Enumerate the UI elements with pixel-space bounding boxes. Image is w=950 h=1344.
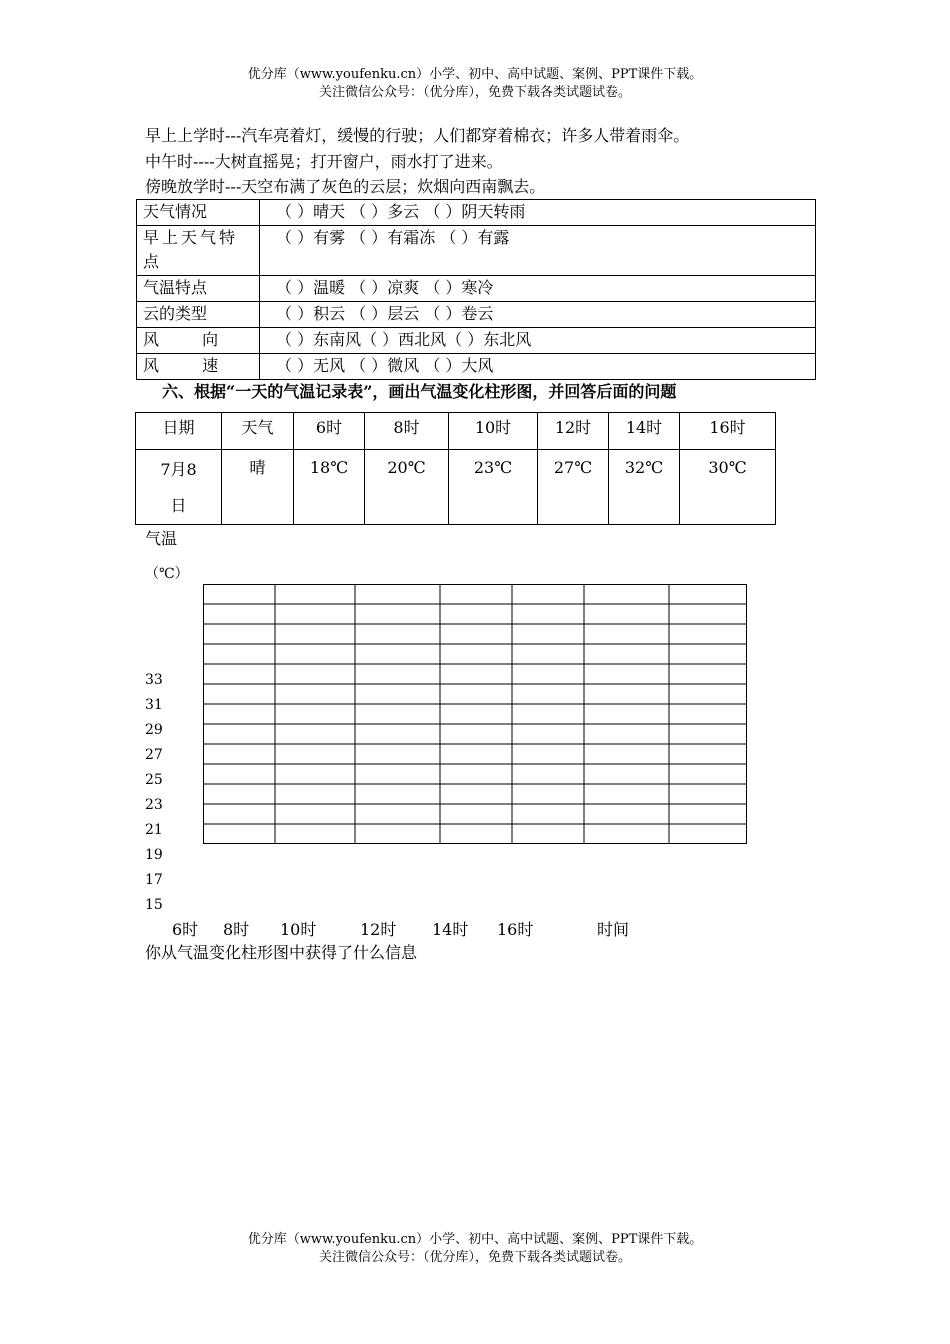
passage-evening: 傍晚放学时---天空布满了灰色的云层；炊烟向西南飘去。 — [145, 177, 546, 196]
header-cell: 8时 — [365, 413, 449, 450]
temp-cell: 27℃ — [538, 450, 609, 525]
table-row — [136, 450, 776, 525]
x-tick-label: 14时 — [432, 920, 469, 939]
y-tick-label: 25 — [145, 772, 163, 788]
weather-observation-table — [136, 199, 816, 380]
table-row — [137, 276, 816, 302]
temp-cell: 32℃ — [609, 450, 680, 525]
table-row — [137, 328, 816, 354]
y-tick-label: 33 — [145, 672, 163, 688]
y-tick-label: 31 — [145, 697, 163, 713]
row-label: 气温特点 — [137, 276, 260, 302]
row-options: （ ）东南风（ ）西北风（ ）东北风 — [260, 328, 816, 354]
header-cell: 16时 — [680, 413, 776, 450]
table-header-row — [136, 413, 776, 450]
row-label: 云的类型 — [137, 302, 260, 328]
y-tick-label: 23 — [145, 797, 163, 813]
table-row — [137, 302, 816, 328]
page-header-line2: 关注微信公众号：（优分库），免费下载各类试题试卷。 — [318, 85, 631, 100]
header-cell: 10时 — [449, 413, 538, 450]
temperature-record-table — [135, 412, 776, 525]
header-cell: 日期 — [136, 413, 222, 450]
page-header-line1: 优分库（www.youfenku.cn）小学、初中、高中试题、案例、PPT课件下载。 — [247, 67, 703, 82]
question-text: 你从气温变化柱形图中获得了什么信息 — [145, 943, 418, 962]
date-cell: 7月8日 — [136, 450, 222, 525]
x-tick-label: 10时 — [280, 920, 317, 939]
x-tick-label: 12时 — [360, 920, 397, 939]
y-tick-label: 15 — [145, 897, 163, 913]
x-tick-label: 6时 — [172, 920, 199, 939]
passage-noon: 中午时----大树直摇晃；打开窗户，雨水打了进来。 — [145, 152, 503, 171]
row-options: （ ）温暖 （ ）凉爽 （ ）寒冷 — [260, 276, 816, 302]
y-tick-label: 17 — [145, 872, 163, 888]
header-cell: 14时 — [609, 413, 680, 450]
header-cell: 6时 — [294, 413, 365, 450]
temp-cell: 23℃ — [449, 450, 538, 525]
row-options: （ ）积云 （ ）层云 （ ）卷云 — [260, 302, 816, 328]
passage-morning: 早上上学时---汽车亮着灯，缓慢的行驶；人们都穿着棉衣；许多人带着雨伞。 — [145, 126, 690, 145]
chart-ylabel: 气温 — [145, 529, 178, 548]
y-tick-label: 27 — [145, 747, 163, 763]
row-options: （ ）有雾 （ ）有霜冻 （ ）有露 — [260, 226, 816, 276]
weather-cell: 晴 — [222, 450, 294, 525]
temp-cell: 18℃ — [294, 450, 365, 525]
table-row — [137, 354, 816, 380]
section-6-title: 六、根据“一天的气温记录表”，画出气温变化柱形图，并回答后面的问题 — [162, 382, 677, 401]
x-tick-label: 16时 — [497, 920, 534, 939]
x-tick-label: 8时 — [223, 920, 250, 939]
y-tick-label: 29 — [145, 722, 163, 738]
row-label: 早上天气特点 — [137, 226, 260, 276]
table-row — [137, 200, 816, 226]
row-options: （ ）晴天 （ ）多云 （ ）阴天转雨 — [260, 200, 816, 226]
blank-chart-grid — [203, 584, 747, 844]
header-cell: 天气 — [222, 413, 294, 450]
table-row — [137, 226, 816, 276]
row-options: （ ）无风 （ ）微风 （ ）大风 — [260, 354, 816, 380]
header-cell: 12时 — [538, 413, 609, 450]
row-label: 风 速 — [137, 354, 260, 380]
y-tick-label: 19 — [145, 847, 163, 863]
chart-yunit: （℃） — [145, 566, 189, 582]
page-footer-line2: 关注微信公众号：（优分库），免费下载各类试题试卷。 — [318, 1250, 631, 1265]
y-tick-label: 21 — [145, 822, 163, 838]
page-footer-line1: 优分库（www.youfenku.cn）小学、初中、高中试题、案例、PPT课件下载。 — [247, 1232, 703, 1247]
row-label: 天气情况 — [137, 200, 260, 226]
temp-cell: 30℃ — [680, 450, 776, 525]
x-axis-title: 时间 — [597, 920, 630, 939]
temp-cell: 20℃ — [365, 450, 449, 525]
row-label: 风 向 — [137, 328, 260, 354]
